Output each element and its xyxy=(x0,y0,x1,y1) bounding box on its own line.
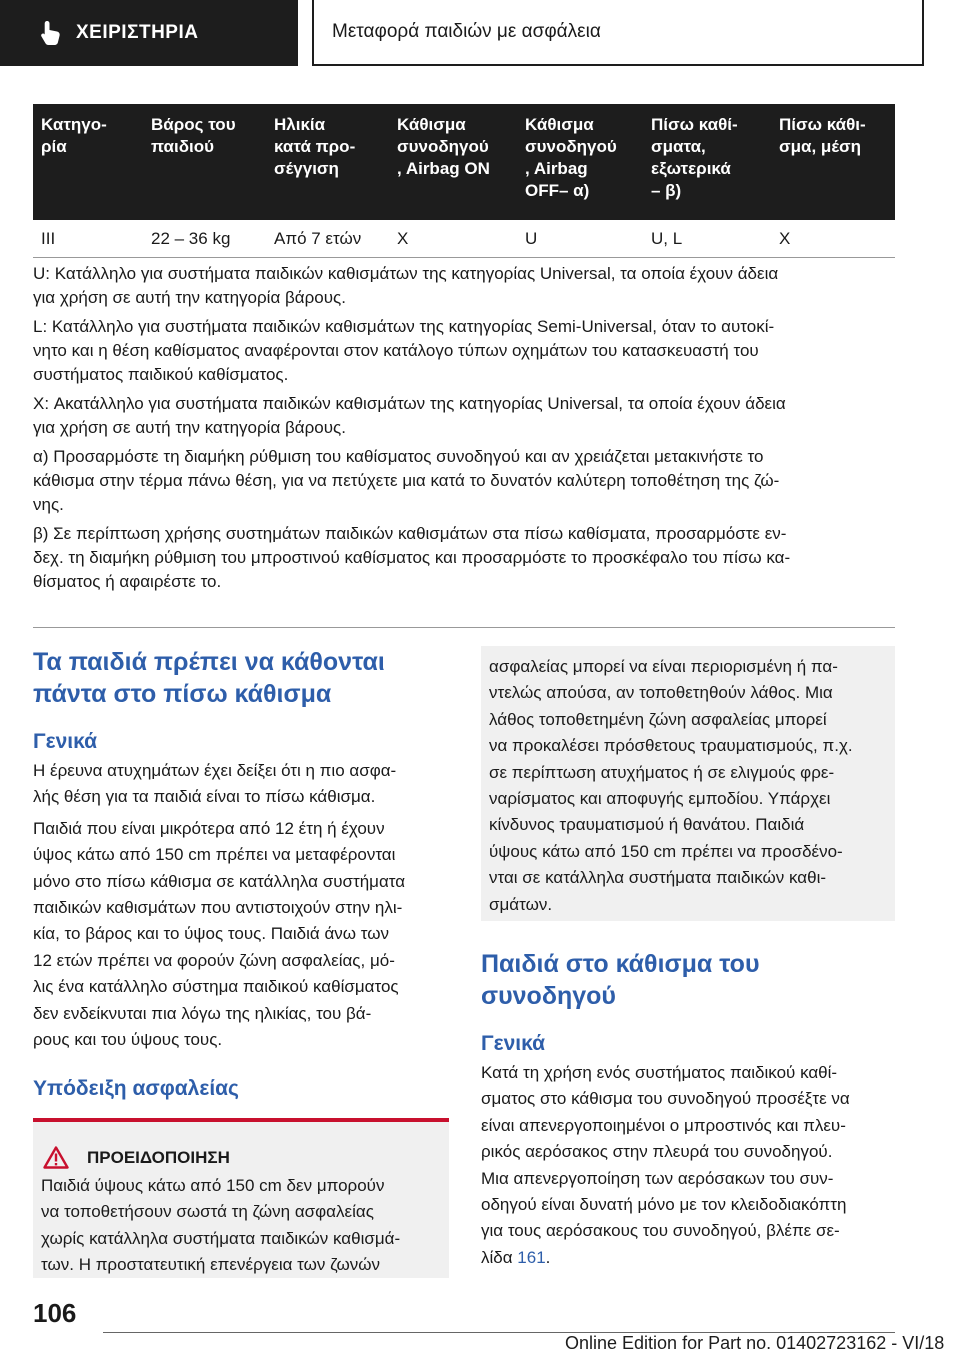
warning-box xyxy=(33,1118,449,1278)
header-age: Ηλικία κατά προ- σέγγιση xyxy=(274,115,356,178)
note-u: U: Κατάλληλο για συστήματα παιδικών καθισμάτων της κατηγορίας Universal, τα οποία έχουν άδεια για χρήση σε αυτή την κατηγορία βάρους. xyxy=(33,264,779,307)
page-number: 106 xyxy=(33,1298,77,1328)
note-l: L: Κατάλληλο για συστήματα παιδικών καθισμάτων της κατηγορίας Semi-Universal, όταν το αυτοκί- νητο και η θέση καθίσματος αναφέρονται στον κατάλογο τύπων οχημάτων του κατασκευαστή του συστήματος παιδικού καθίσματος. xyxy=(33,317,775,384)
subheading-general: Γενικά xyxy=(481,1032,546,1055)
hand-pointer-icon xyxy=(40,20,62,46)
section-title: ΧΕΙΡΙΣΤΗΡΙΑ xyxy=(76,22,199,43)
table-notes xyxy=(33,262,895,599)
table-row xyxy=(33,220,895,258)
subheading-safety: Υπόδειξη ασφαλείας xyxy=(33,1077,239,1101)
warning-continuation-box xyxy=(481,646,895,921)
page-title: Μεταφορά παιδιών με ασφάλεια xyxy=(312,0,924,66)
note-alpha: α) Προσαρμόστε τη διαμήκη ρύθμιση του καθίσματος συνοδηγού και αν χρειάζεται μετακινήστε το κάθισμα στην τέρμα πάνω θέση, για να πετύχετε μια κατά το δυνατόν καλύτερη τοποθέτηση της ζώ- νης. xyxy=(33,447,780,514)
divider xyxy=(33,627,895,628)
warning-continuation-text: ασφαλείας μπορεί να είναι περιορισμένη ή πα- ντελώς απούσα, αν τοποθετηθούν λάθος. Μια λάθος τοποθετημένη ζώνη ασφαλείας μπορεί να προκαλέσει πρόσθετους τραυματισμούς, π.χ. σε περίπτωση ατυχήματος ή σε ελιγμούς φρε- ναρίσματος και αποφυγής εμποδίου. Υπάρχει κίνδυνος τραυματισμού ή θανάτου. Παιδιά ύψους κάτω από 150 cm πρέπει να προσδένο- νται σε κατάλληλα συστήματα παιδικών καθι- σμάτων. xyxy=(489,657,853,914)
note-x: X: Ακατάλληλο για συστήματα παιδικών καθισμάτων της κατηγορίας Universal, τα οποία έχουν άδεια για χρήση σε αυτή την κατηγορία βάρους. xyxy=(33,394,786,437)
header-passenger-airbag-off: Κάθισμα συνοδηγού , Airbag OFF– α) xyxy=(525,115,617,200)
table-cell: Από 7 ετών xyxy=(274,228,362,248)
section-heading: Τα παιδιά πρέπει να κάθονται πάντα στο πίσω κάθισμα xyxy=(33,648,385,708)
warning-triangle-icon xyxy=(43,1146,69,1169)
footer-edition: Online Edition for Part no. 01402723162 - VI/18 xyxy=(565,1333,945,1353)
table-cell: U xyxy=(525,228,538,248)
note-beta: β) Σε περίπτωση χρήσης συστημάτων παιδικών καθισμάτων στα πίσω καθίσματα, προσαρμόστε εν- δεχ. τη διαμήκη ρύθμιση του μπροστινού καθίσματος και προσαρμόστε το προσκέφαλο του πίσω κα- θίσματος ή αφαιρέστε το. xyxy=(33,524,791,591)
header-rear-middle: Πίσω κάθι- σμα, μέση xyxy=(779,115,866,156)
table-cell: III xyxy=(41,228,56,248)
left-column xyxy=(33,646,449,1103)
table-cell: X xyxy=(779,228,791,248)
child-seat-table xyxy=(33,104,895,258)
subheading-general: Γενικά xyxy=(33,730,98,753)
right-column xyxy=(481,948,895,1271)
header-category: Κατηγο- ρία xyxy=(41,115,107,156)
table-cell: X xyxy=(397,228,409,248)
warning-title: ΠΡΟΕΙΔΟΠΟΙΗΣΗ xyxy=(87,1147,230,1167)
table-cell: 22 – 36 kg xyxy=(151,228,231,248)
header-section xyxy=(0,0,298,66)
page-link-161[interactable]: 161 xyxy=(517,1247,546,1267)
paragraph: Παιδιά που είναι μικρότερα από 12 έτη ή έχουν ύψος κάτω από 150 cm πρέπει να μεταφέρονται μόνο στο πίσω κάθισμα σε κατάλληλα συστήματα παιδικών καθισμάτων που αντιστοιχούν στην ηλι- κία, το βάρος και το ύψος τους. Παιδιά άνω των 12 ετών πρέπει να φορούν ζώνη ασφαλείας, μό- λις ένα κατάλληλο σύστημα παιδικού καθίσματος δεν ενδείκνυται πια λόγω της ηλικίας, του βά- ρους και του ύψους τους. xyxy=(33,818,406,1050)
header-weight: Βάρος του παιδιού xyxy=(151,115,236,156)
table-cell: U, L xyxy=(651,228,683,248)
paragraph: Κατά τη χρήση ενός συστήματος παιδικού καθί- σματος στο κάθισμα του συνοδηγού προσέξτε να είναι απενεργοποιημένοι ο μπροστινός και πλευ- ρικός αερόσακος στην πλευρά του συνοδηγού. Μια απενεργοποίηση των αερόσακων του συν- οδηγού είναι δυνατή μόνο με τον κλειδοδιακόπτη για τους αερόσακους του συνοδηγού, βλέπε σε- λίδα 161. xyxy=(481,1063,850,1267)
table-header-row xyxy=(33,104,895,220)
header-rear-outer: Πίσω καθί- σματα, εξωτερικά – β) xyxy=(651,115,738,200)
warning-text: Παιδιά ύψους κάτω από 150 cm δεν μπορούν να τοποθετήσουν σωστά τη ζώνη ασφαλείας χωρίς κατάλληλα συστήματα παιδικών καθισμά- των. Η προστατευτική επενέργεια των ζωνών xyxy=(41,1176,401,1275)
section-heading: Παιδιά στο κάθισμα του συνοδηγού xyxy=(481,950,760,1010)
header-passenger-airbag-on: Κάθισμα συνοδηγού , Airbag ON xyxy=(397,115,490,178)
paragraph: Η έρευνα ατυχημάτων έχει δείξει ότι η πιο ασφα- λής θέση για τα παιδιά είναι το πίσω κάθισμα. xyxy=(33,761,397,807)
